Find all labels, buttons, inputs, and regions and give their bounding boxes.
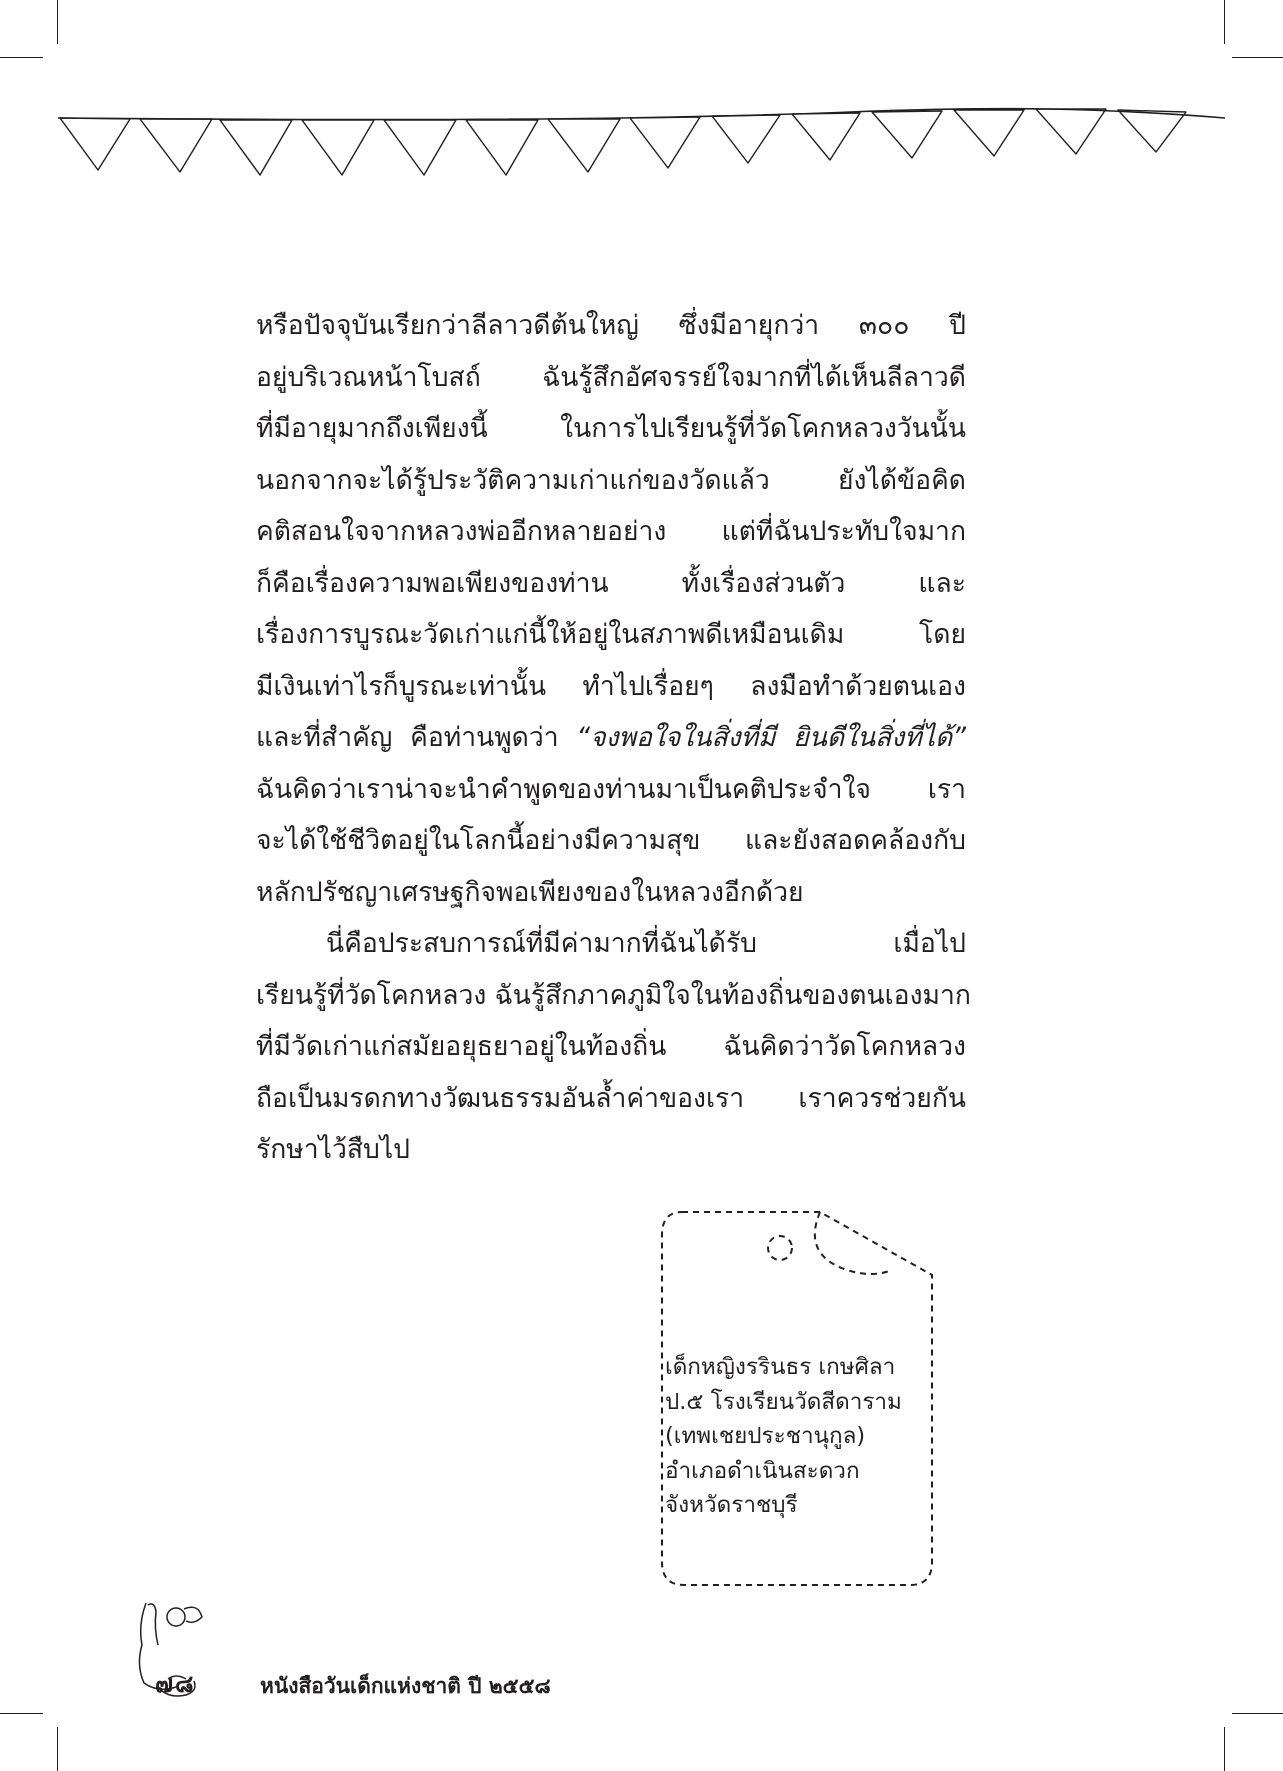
author-name: เด็กหญิงรรินธร เกษศิลา [665, 1354, 896, 1380]
text-line: เรียนรู้ที่วัดโคกหลวง ฉันรู้สึกภาคภูมิใจในท้องถิ่นของตนเองมาก [256, 979, 971, 1011]
quote-line [256, 712, 966, 764]
text-line: นี่คือประสบการณ์ที่มีค่ามากที่ฉันได้รับ เมื่อไป [326, 928, 966, 959]
author-info [665, 1350, 945, 1523]
text-line: มีเงินเท่าไรก็บูรณะเท่านั้น ทำไปเรื่อยๆ ลงมือทำด้วยตนเอง [256, 670, 966, 702]
text-line: ฉันคิดว่าเราน่าจะนำคำพูดของท่านมาเป็นคติประจำใจ เรา [256, 773, 966, 805]
text-line: หลักปรัชญาเศรษฐกิจพอเพียงของในหลวงอีกด้วย [256, 876, 804, 908]
page-number: ๗๘ [155, 1670, 196, 1698]
author-school-sub: (เทพเชยประชานุกูล) [665, 1423, 866, 1449]
author-district: อำเภอดำเนินสะดวก [665, 1457, 860, 1484]
text-line: ที่มีวัดเก่าแก่สมัยอยุธยาอยู่ในท้องถิ่น ฉันคิดว่าวัดโคกหลวง [256, 1031, 966, 1062]
author-school: ป.๕ โรงเรียนวัดสีดาราม [665, 1388, 902, 1415]
text-line: หรือปัจจุบันเรียกว่าลีลาวดีต้นใหญ่ ซึ่งมีอายุกว่า ๓๐๐ ปี [256, 310, 966, 341]
text-line: อยู่บริเวณหน้าโบสถ์ ฉันรู้สึกอัศจรรย์ใจมากที่ได้เห็นลีลาวดี [256, 361, 966, 393]
crop-mark [0, 1713, 43, 1714]
text-line: ถือเป็นมรดกทางวัฒนธรรมอันล้ำค่าของเรา เราควรช่วยกัน [256, 1082, 966, 1114]
text-line: เรื่องการบูรณะวัดเก่าแก่นี้ให้อยู่ในสภาพดีเหมือนเดิม โดย [256, 619, 966, 650]
text-line: นอกจากจะได้รู้ประวัติความเก่าแก่ของวัดแล้ว ยังได้ข้อคิด [256, 464, 966, 496]
quote-prefix: และที่สำคัญ คือท่านพูดว่า [256, 722, 577, 753]
text-line: ที่มีอายุมากถึงเพียงนี้ ในการไปเรียนรู้ที่วัดโคกหลวงวันนั้น [256, 413, 966, 444]
essay-text [256, 300, 971, 1176]
author-province: จังหวัดราชบุรี [665, 1492, 798, 1518]
crop-mark [1232, 1713, 1283, 1714]
text-line: ก็คือเรื่องความพอเพียงของท่าน ทั้งเรื่องส่วนตัว และ [256, 567, 966, 599]
book-title: หนังสือวันเด็กแห่งชาติ ปี ๒๕๕๘ [260, 1674, 551, 1698]
crop-mark [1224, 1727, 1225, 1771]
bunting-decoration [0, 0, 1283, 200]
crop-mark [57, 1727, 58, 1771]
text-line: คติสอนใจจากหลวงพ่ออีกหลายอย่าง แต่ที่ฉันประทับใจมาก [256, 516, 966, 547]
text-line: จะได้ใช้ชีวิตอยู่ในโลกนี้อย่างมีความสุข และยังสอดคล้องกับ [256, 825, 966, 856]
text-line: รักษาไว้สืบไป [256, 1134, 410, 1165]
quote-text: “จงพอใจในสิ่งที่มี ยินดีในสิ่งที่ได้” [576, 722, 966, 753]
